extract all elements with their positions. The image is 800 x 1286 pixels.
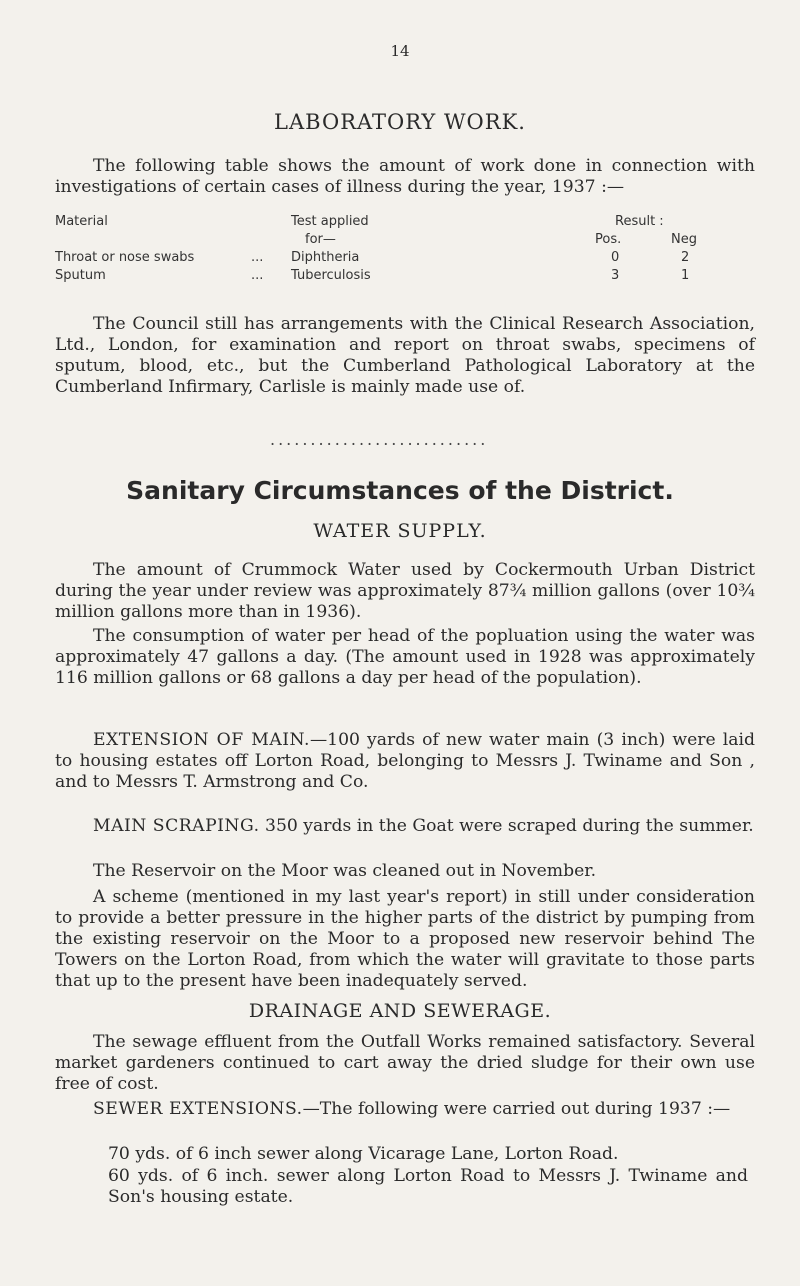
row-material: Sputum: [55, 268, 106, 283]
drainage-heading: DRAINAGE AND SEWERAGE.: [248, 1000, 552, 1022]
row-neg: 2: [681, 250, 690, 265]
sewer-text: —The following were carried out during 1937 :—: [302, 1099, 731, 1119]
page-number: 14: [390, 42, 410, 60]
row-material: Throat or nose swabs: [55, 250, 195, 265]
separator-dots: ...........................: [270, 430, 489, 449]
row-neg: 1: [681, 268, 690, 283]
row-dots: ...: [251, 268, 264, 283]
scraping-label: MAIN SCRAPING.: [93, 816, 260, 836]
scraping-text: 350 yards in the Goat were scraped during the summer.: [259, 816, 754, 836]
header-neg: Neg: [671, 232, 697, 247]
header-result: Result :: [615, 214, 664, 229]
header-test-line1: Test applied: [291, 214, 369, 229]
council-paragraph: The Council still has arrangements with the Clinical Research Association, Ltd., London, for examination and report on throat swabs, specimens of sputum, blood, etc., but the Cumberland Pathological Laboratory at the Cumberland Infirmary, Carlisle is mainly made use of.: [55, 314, 755, 397]
row-test: Tuberculosis: [291, 268, 371, 283]
sewer-label: SEWER EXTENSIONS.: [93, 1099, 303, 1119]
laboratory-heading: LABORATORY WORK.: [274, 110, 526, 134]
row-test: Diphtheria: [291, 250, 360, 265]
scheme-paragraph: A scheme (mentioned in my last year's report) in still under consideration to provide a better pressure in the higher parts of the district by pumping from the existing reservoir on the Moor to a proposed new reservoir behind The Towers on the Lorton Road, from which the water will gravitate to those parts that up to the present have been inadequately served.: [55, 887, 755, 991]
section-heading: Sanitary Circumstances of the District.: [126, 476, 674, 505]
header-pos: Pos.: [595, 232, 622, 247]
extension-paragraph: [55, 730, 755, 793]
sewer-paragraph: [55, 1099, 755, 1120]
extension-text: —100 yards of new water main (3 inch) were laid to housing estates off Lorton Road, belonging to Messrs J. Twiname and Son , and to Messrs T. Armstrong and Co.: [55, 730, 756, 792]
water-paragraph-1: The amount of Crummock Water used by Cockermouth Urban District during the year under review was approximately 87¾ million gallons (over 10¾ million gallons more than in 1936).: [55, 560, 755, 622]
scraping-paragraph: [55, 816, 755, 837]
water-paragraph-2: The consumption of water per head of the popluation using the water was approximately 47 gallons a day. (The amount used in 1928 was approximately 116 million gallons or 68 gallons a day per head of the population).: [55, 626, 755, 688]
intro-paragraph: The following table shows the amount of work done in connection with investigations of certain cases of illness during the year, 1937 :—: [55, 156, 755, 197]
sewage-paragraph: The sewage effluent from the Outfall Works remained satisfactory. Several market gardeners continued to cart away the dried sludge for their own use free of cost.: [55, 1032, 755, 1094]
header-test-line2: for—: [305, 232, 336, 247]
reservoir-paragraph: The Reservoir on the Moor was cleaned out in November.: [93, 861, 597, 881]
header-material: Material: [55, 214, 108, 229]
sewer-item: 70 yds. of 6 inch sewer along Vicarage Lane, Lorton Road.: [108, 1144, 619, 1164]
row-pos: 0: [611, 250, 620, 265]
extension-label: EXTENSION OF MAIN.: [93, 730, 310, 750]
sewer-item: 60 yds. of 6 inch. sewer along Lorton Road to Messrs J. Twiname and Son's housing estate.: [108, 1166, 748, 1207]
row-pos: 3: [611, 268, 620, 283]
row-dots: ...: [251, 250, 264, 265]
water-supply-heading: WATER SUPPLY.: [313, 520, 487, 542]
